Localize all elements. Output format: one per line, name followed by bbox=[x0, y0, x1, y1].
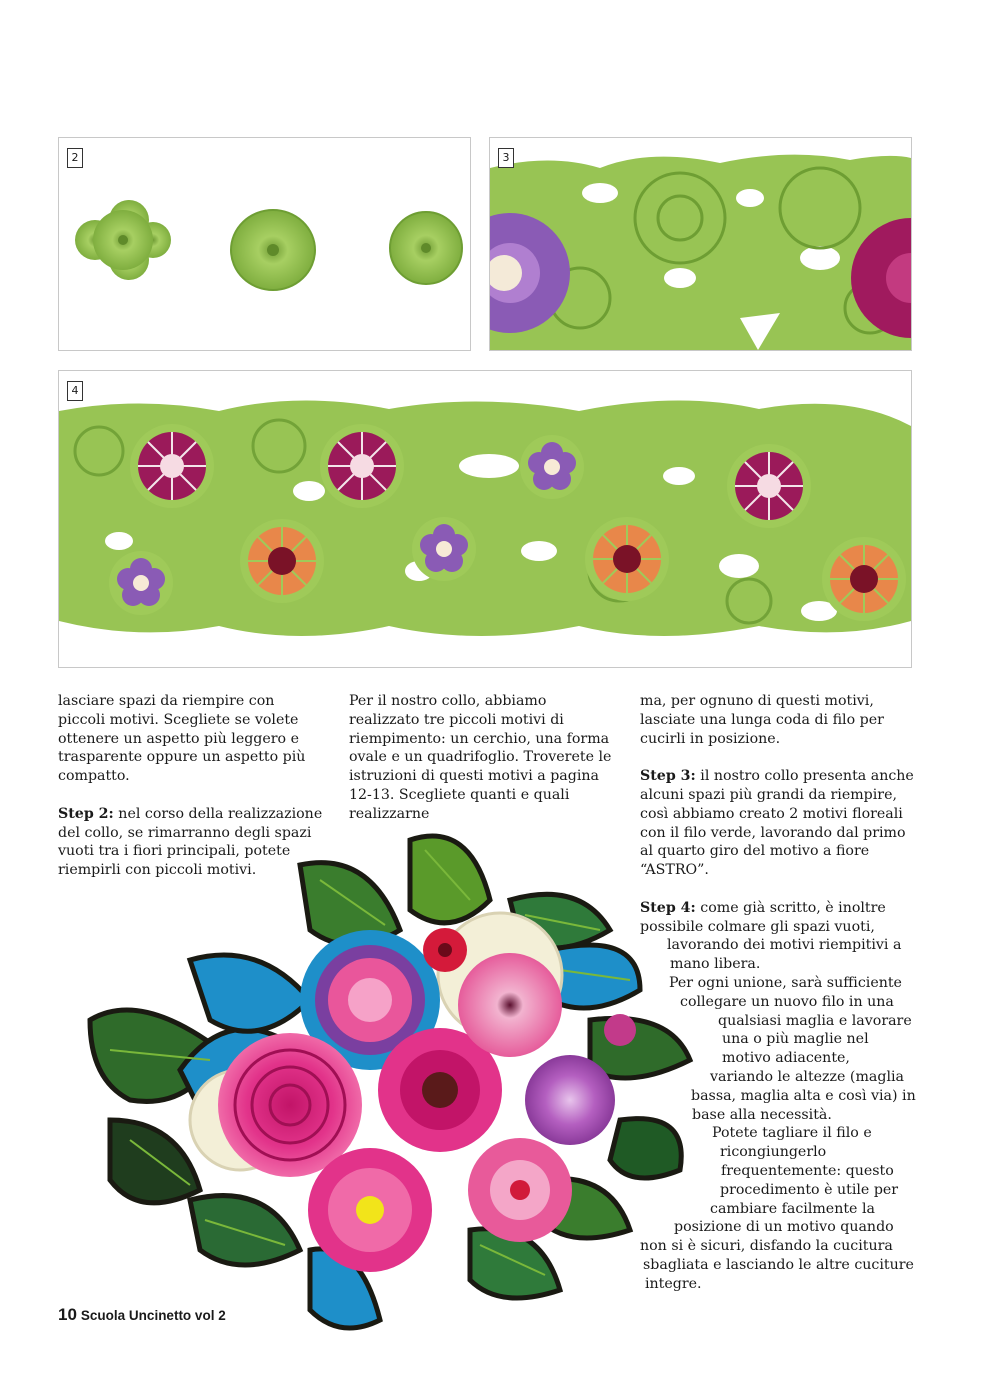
tail-paragraph: ma, per ognuno di questi motivi, lasciate una lunga coda di filo per cucirli in posizione. bbox=[640, 693, 884, 747]
step-4-line: posizione di un motivo quando bbox=[674, 1219, 894, 1236]
figure-number: 4 bbox=[67, 381, 83, 401]
crochet-bouquet-image bbox=[70, 820, 710, 1350]
filler-motifs-image bbox=[59, 138, 470, 350]
step-4-line: mano libera. bbox=[670, 956, 761, 973]
circle-motif bbox=[390, 212, 462, 284]
figure-number: 2 bbox=[67, 148, 83, 168]
step-4-line: variando le altezze (maglia bbox=[710, 1068, 904, 1085]
step-4-line: Per ogni unione, sarà sufficiente bbox=[669, 974, 902, 991]
step-4-line: motivo adiacente, bbox=[722, 1050, 850, 1067]
oval-motif bbox=[231, 210, 315, 290]
step-4-line: integre. bbox=[645, 1275, 702, 1292]
leaf bbox=[110, 1120, 200, 1203]
leaf bbox=[610, 1119, 681, 1178]
filler-motifs-paragraph: Per il nostro collo, abbiamo realizzato tre piccoli motivi di riempimento: un cerchio, una forma ovale e un quadrifoglio. Troverete le istruzioni di questi motivi a pagina 12-13. Scegliete quanti e quali realizzarne bbox=[349, 693, 612, 822]
step-4-line: come già scritto, è inoltre bbox=[695, 899, 886, 916]
leaf bbox=[550, 945, 640, 1008]
step-4-line: non si è sicuri, disfando la cucitura bbox=[640, 1238, 893, 1255]
leaf bbox=[410, 836, 490, 923]
text-column-2 bbox=[349, 692, 619, 824]
step-4-line: una o più maglie nel bbox=[722, 1031, 869, 1048]
step-2-label: Step 2: bbox=[58, 805, 114, 822]
intro-paragraph: lasciare spazi da riempire con piccoli motivi. Scegliete se volete ottenere un aspetto più leggero e trasparente oppure un aspetto più compatto. bbox=[58, 693, 306, 785]
step-4-line: possibile colmare gli spazi vuoti, bbox=[640, 918, 875, 935]
light-pink-flower bbox=[458, 953, 562, 1057]
step-4-line: collegare un nuovo filo in una bbox=[680, 993, 894, 1010]
step-4-line: qualsiasi maglia e lavorare bbox=[718, 1012, 912, 1029]
leaf bbox=[190, 1196, 300, 1265]
step-4-label: Step 4: bbox=[640, 899, 696, 916]
figure-2 bbox=[58, 137, 471, 351]
step-4-line: cambiare facilmente la bbox=[710, 1200, 875, 1217]
step-3-text: il nostro collo presenta anche alcuni spazi più grandi da riempire, così abbiamo creato 2 motivi floreali con il filo verde, lavorando dal primo al quarto giro del motivo a fiore “ASTRO”. bbox=[640, 768, 914, 879]
figure-number: 3 bbox=[498, 148, 514, 168]
collar-strip-image bbox=[59, 371, 911, 667]
page-footer bbox=[58, 1305, 226, 1325]
step-4-line: procedimento è utile per bbox=[720, 1181, 899, 1198]
page-number: 10 bbox=[58, 1305, 77, 1324]
pink-rose bbox=[218, 1033, 362, 1177]
step-2-text: nel corso della realizzazione del collo, se rimarranno degli spazi vuoti tra i fiori principali, potete riempirli con piccoli motivi. bbox=[58, 805, 323, 879]
lilac-flower bbox=[525, 1055, 615, 1145]
step-4-line: ricongiungerlo bbox=[720, 1144, 827, 1161]
step-4-line: lavorando dei motivi riempitivi a bbox=[667, 937, 902, 954]
figure-3 bbox=[489, 137, 912, 351]
quatrefoil-motif bbox=[75, 200, 171, 280]
crochet-closeup-image bbox=[490, 138, 911, 350]
small-pink-flower bbox=[604, 1014, 636, 1046]
step-4-line: base alla necessità. bbox=[692, 1106, 832, 1123]
figure-4 bbox=[58, 370, 912, 668]
step-4-line: frequentemente: questo bbox=[721, 1162, 894, 1179]
step-3-label: Step 3: bbox=[640, 768, 696, 785]
publication-title: Scuola Uncinetto vol 2 bbox=[80, 1308, 226, 1323]
step-4-line: bassa, maglia alta e così via) in bbox=[691, 1087, 916, 1104]
leaf bbox=[190, 955, 310, 1031]
step-4-line: Potete tagliare il filo e bbox=[712, 1125, 872, 1142]
step-4-line: sbagliata e lasciando le altre cuciture bbox=[643, 1256, 914, 1273]
